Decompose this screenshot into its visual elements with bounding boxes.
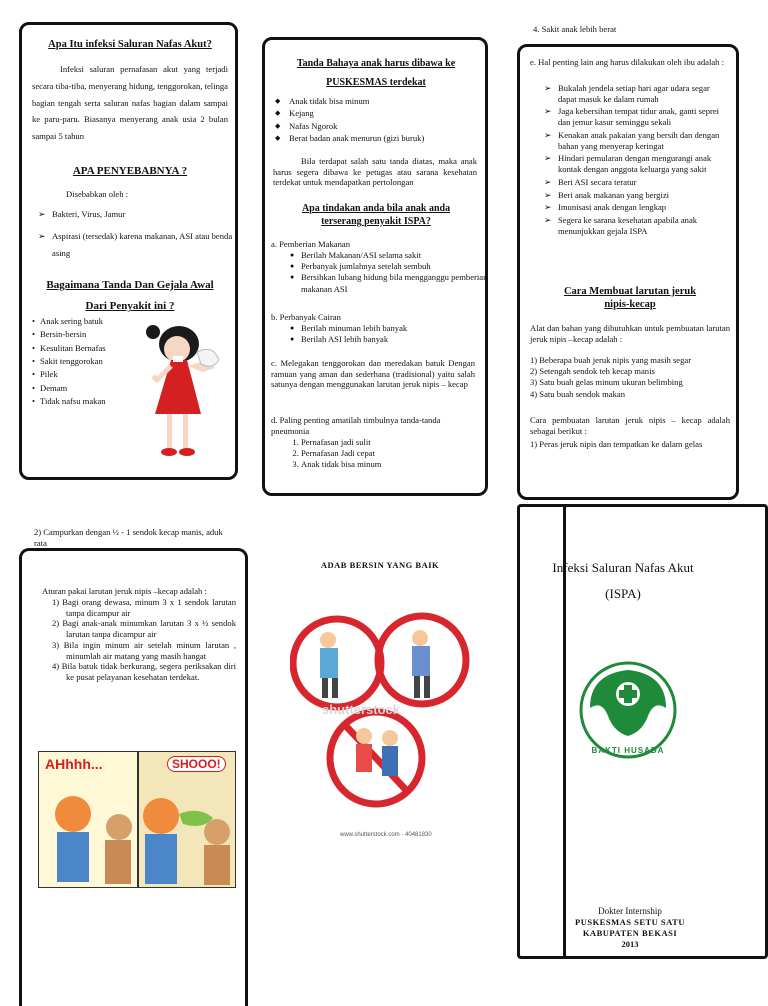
list-item: ◆ Kejang — [287, 107, 487, 119]
signs-heading-line2: Dari Penyakit ini ? — [85, 300, 175, 313]
action-heading — [271, 202, 481, 228]
list-item: ● Berilah Makanan/ASI selama sakit — [301, 250, 489, 261]
tools-list — [530, 355, 734, 400]
e-list — [558, 83, 730, 237]
action-c-text: c. Melegakan tenggorokan dan meredakan batuk Dengan ramuan yang aman dan sederhana (tradisional) yaitu salah satunya dengan menggunakan larutan jeruk nipis – kecap — [271, 358, 475, 390]
recipe-heading-line1: Cara Membuat larutan jeruk — [563, 286, 697, 297]
page5-title: ADAB BERSIN YANG BAIK — [320, 560, 440, 570]
bakti-husada-logo — [578, 660, 678, 760]
list-item: ➢ Aspirasi (tersedak) karena makanan, ASI atau benda asing — [52, 228, 242, 262]
list-item: 2) Setengah sendok teh kecap manis — [530, 366, 655, 377]
page2-title-line1: Tanda Bahaya anak harus dibawa ke — [296, 58, 456, 69]
comic-text-ah: AHhhh... — [45, 756, 103, 772]
list-item: ◆ Nafas Ngorok — [287, 120, 487, 132]
list-item: ➢ Jaga kebersihan tempat tidur anak, ganti seprei dan jemur kasur seminggu sekali — [558, 106, 730, 127]
list-item: 3. Anak tidak bisa minum — [301, 459, 489, 470]
recipe-heading-line2: nipis-kecap — [604, 299, 656, 311]
cause-intro: Disebabkan oleh : — [66, 189, 129, 199]
e-intro: e. Hal penting lain ang harus dilakukan oleh ibu adalah : — [530, 57, 725, 67]
logo-text: BAKTI HUSADA — [591, 746, 665, 755]
signs-heading-line1: Bagaimana Tanda Dan Gejala Awal — [46, 279, 214, 291]
list-item: • Bersin-bersin — [40, 328, 150, 341]
list-item: ◆ Anak tidak bisa minum — [287, 95, 487, 107]
cover-author: Dokter Internship — [598, 906, 662, 916]
page2-title-line2: PUSKESMAS terdekat — [326, 77, 426, 88]
recipe-heading — [526, 285, 734, 311]
list-item: ● Bersihkan lubang hidung bila mengganggu pemberian makanan ASI — [301, 272, 489, 294]
page2-title — [271, 54, 481, 92]
list-item: ➢ Beri ASI secara teratur — [558, 177, 730, 188]
list-item: 1) Beberapa buah jeruk nipis yang masih segar — [530, 355, 692, 365]
list-item: ● Berilah minuman lebih banyak — [301, 323, 489, 334]
action-d-text: d. Paling penting amatilah timbulnya tanda-tanda pneumonia — [271, 415, 441, 436]
list-item: 3) Bila ingin minum air setelah minum larutan , minumlah air matang yang masih hangat — [52, 639, 236, 661]
action-b-list — [287, 323, 489, 345]
page1-title: Apa Itu infeksi Saluran Nafas Akut? — [48, 39, 212, 50]
action-heading-line2: terserang penyakit ISPA? — [321, 216, 431, 227]
comic-text-shoo: SHOOO! — [167, 756, 226, 772]
list-item: ➢ Segera ke sarana kesehatan apabila anak menunjukkan gejala ISPA — [558, 215, 730, 236]
signs-heading — [30, 275, 230, 318]
list-item: 1) Bagi orang dewasa, minum 3 x 1 sendok larutan tanpa dicampur air — [52, 597, 236, 618]
list-item: ➢ Bakteri, Virus, Jamur — [52, 206, 242, 223]
steps-intro: Cara pembuatan larutan jeruk nipis – kecap adalah sebagai berikut : — [530, 415, 730, 436]
list-item: ➢ Bukalah jendela setiap hari agar udara segar dapat masuk ke dalam rumah — [558, 83, 730, 104]
cover-subtitle: (ISPA) — [605, 586, 641, 601]
list-item: ● Berilah ASI lebih banyak — [301, 334, 489, 345]
cause-list — [42, 206, 242, 261]
list-item: 4) Bila batuk tidak berkurang, segera periksakan diri ke pusat pelayanan kesehatan terdekat. — [52, 661, 236, 683]
shutterstock-credit: www.shutterstock.com · 40481830 — [340, 832, 432, 838]
panel-usage — [19, 548, 248, 1006]
list-item: • Sakit tenggorokan — [40, 355, 150, 368]
list-item: ● Perbanyak jumlahnya setelah sembuh — [301, 261, 489, 272]
usage-intro: Aturan pakai larutan jeruk nipis –kecap adalah : — [42, 586, 207, 596]
list-item: • Tidak nafsu makan — [40, 395, 150, 408]
list-item: 2) Campurkan dengan ½ - 1 sendok kecap manis, aduk rata — [34, 527, 223, 548]
panel-what-is-ispa — [19, 22, 238, 480]
list-item: • Demam — [40, 382, 150, 395]
panel-danger-signs — [262, 37, 488, 496]
sneeze-etiquette-illustration — [290, 588, 470, 848]
step-1: 1) Peras jeruk nipis dan tempatkan ke dalam gelas — [530, 439, 703, 449]
list-item: ➢ Beri anak makanan yang bergizi — [558, 190, 730, 201]
tools-intro: Alat dan bahan yang dibutuhkan untuk pembuatan larutan jeruk nipis –kecap adalah : — [530, 323, 730, 344]
cover-title: Infeksi Saluran Nafas Akut — [552, 560, 694, 575]
list-item: 4) Satu buah sendok makan — [530, 388, 625, 399]
list-item: • Kesulitan Bernafas — [40, 342, 150, 355]
action-d-list — [287, 437, 489, 471]
cause-heading: APA PENYEBABNYA ? — [72, 165, 188, 177]
list-item: ➢ Kenakan anak pakaian yang bersih dan dengan bahan yang menyerap keringat — [558, 130, 730, 151]
sneezing-girl-illustration — [127, 322, 227, 462]
list-item: ➢ Hindari pemularan dengan mengurangi anak kontak dengan anggota keluarga yang sakit — [558, 153, 730, 174]
sneeze-comic — [38, 751, 236, 888]
comic-illustration — [39, 752, 235, 887]
list-item: 2) Bagi anak-anak minumkan larutan 3 x ½ sendok larutan tanpa dicampur air — [52, 618, 236, 640]
panel-prevention — [517, 44, 739, 500]
list-item: • Anak sering batuk — [40, 315, 150, 328]
action-a-list — [287, 250, 489, 295]
action-heading-line1: Apa tindakan anda bila anak anda — [301, 203, 451, 214]
danger-list — [273, 95, 487, 145]
page3-top-item: 4. Sakit anak lebih berat — [533, 24, 617, 34]
action-b-label: b. Perbanyak Cairan — [271, 312, 341, 322]
list-item: 2. Pernafasan Jadi cepat — [301, 448, 489, 459]
list-item: 1. Pernafasan jadi sulit — [301, 437, 489, 448]
list-item: • Pilek — [40, 368, 150, 381]
list-item: 3) Satu buah gelas minum ukuran belimbing — [530, 377, 683, 388]
list-item: ➢ Imunisasi anak dengan lengkap — [558, 202, 730, 213]
danger-note: Bila terdapat salah satu tanda diatas, maka anak harus segera dibawa ke petugas atau sarana kesehatan terdekat untuk mendapatkan pertolongan — [273, 156, 477, 188]
action-a-label: a. Pemberian Makanan — [271, 239, 350, 249]
cover-region: KABUPATEN BEKASI — [582, 928, 678, 938]
shutterstock-watermark: shutterstock — [322, 702, 401, 717]
usage-list — [52, 597, 236, 683]
cover-org: PUSKESMAS SETU SATU — [575, 917, 685, 927]
page1-intro: Infeksi saluran pernafasan akut yang terjadi secara tiba-tiba, menyerang hidung, tenggorokan, telinga bagian tengah serta saluran nafas bagian dalam sampai ke paru-paru. Biasanya menyerang anak usia 2 bulan sampai 5 tahun — [32, 64, 228, 141]
list-item: ◆ Berat badan anak menurun (gizi buruk) — [287, 132, 487, 144]
cover-year: 2013 — [621, 939, 639, 949]
